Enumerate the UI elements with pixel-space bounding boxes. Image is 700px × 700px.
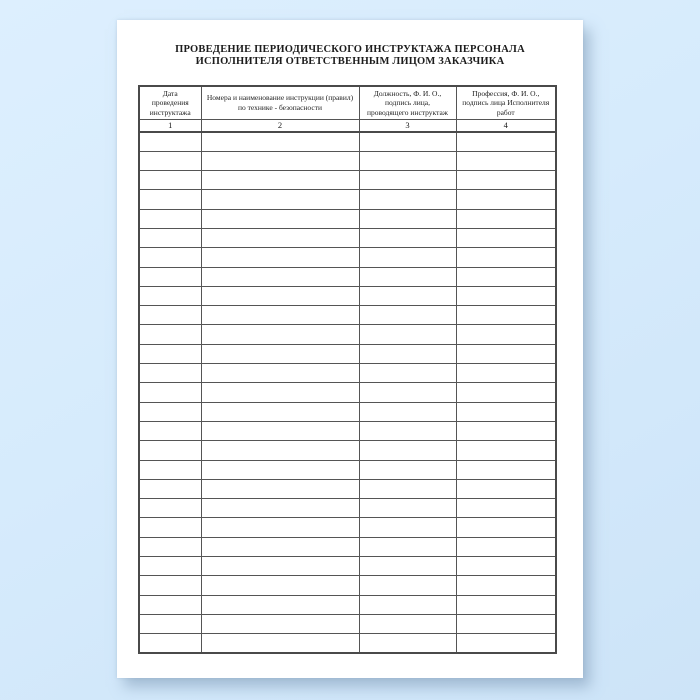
empty-cell	[359, 557, 456, 576]
empty-cell	[359, 248, 456, 267]
empty-cell	[139, 614, 201, 633]
empty-cell	[456, 286, 556, 305]
empty-cell	[456, 248, 556, 267]
empty-cell	[359, 402, 456, 421]
empty-cell	[456, 209, 556, 228]
empty-cell	[359, 171, 456, 190]
empty-cell	[139, 190, 201, 209]
empty-cell	[139, 518, 201, 537]
empty-cell	[456, 325, 556, 344]
column-number-row	[139, 119, 556, 132]
empty-cell	[139, 383, 201, 402]
empty-cell	[201, 402, 359, 421]
column-number-2: 2	[201, 119, 359, 132]
table-row	[139, 190, 556, 209]
empty-cell	[456, 614, 556, 633]
empty-cell	[359, 190, 456, 209]
table-row	[139, 460, 556, 479]
column-number-3: 3	[359, 119, 456, 132]
empty-cell	[201, 499, 359, 518]
empty-cell	[359, 151, 456, 170]
empty-cell	[359, 614, 456, 633]
briefing-log-table	[138, 85, 557, 654]
empty-cell	[359, 344, 456, 363]
empty-cell	[456, 402, 556, 421]
empty-cell	[201, 576, 359, 595]
table-row	[139, 557, 556, 576]
empty-cell	[201, 614, 359, 633]
empty-cell	[456, 499, 556, 518]
empty-cell	[139, 537, 201, 556]
table-row	[139, 267, 556, 286]
empty-cell	[359, 421, 456, 440]
table-row	[139, 402, 556, 421]
empty-cell	[201, 421, 359, 440]
empty-cell	[201, 228, 359, 247]
empty-cell	[139, 248, 201, 267]
table-row	[139, 595, 556, 614]
empty-cell	[456, 228, 556, 247]
empty-cell	[456, 306, 556, 325]
empty-cell	[359, 537, 456, 556]
empty-cell	[359, 383, 456, 402]
empty-cell	[359, 306, 456, 325]
empty-cell	[139, 267, 201, 286]
column-header-briefing-date: Дата проведения инструктажа	[139, 86, 201, 119]
empty-cell	[201, 634, 359, 653]
empty-cell	[201, 595, 359, 614]
empty-cell	[456, 190, 556, 209]
empty-cell	[201, 344, 359, 363]
empty-cell	[359, 228, 456, 247]
table-row	[139, 576, 556, 595]
empty-cell	[201, 518, 359, 537]
table-row	[139, 306, 556, 325]
empty-cell	[139, 209, 201, 228]
empty-cell	[456, 132, 556, 151]
document-title	[117, 44, 583, 67]
empty-cell	[139, 364, 201, 383]
table-row	[139, 151, 556, 170]
column-header-instruction-numbers: Номера и наименование инструкции (правил) по технике - безопасности	[201, 86, 359, 119]
empty-cell	[139, 634, 201, 653]
empty-cell	[139, 499, 201, 518]
empty-cell	[201, 190, 359, 209]
empty-cell	[201, 286, 359, 305]
column-number-1: 1	[139, 119, 201, 132]
table-row	[139, 171, 556, 190]
table-row	[139, 537, 556, 556]
empty-cell	[456, 267, 556, 286]
empty-cell	[456, 460, 556, 479]
empty-cell	[456, 595, 556, 614]
empty-cell	[139, 171, 201, 190]
table-row	[139, 499, 556, 518]
table-row	[139, 209, 556, 228]
empty-cell	[139, 151, 201, 170]
empty-cell	[456, 537, 556, 556]
empty-cell	[359, 518, 456, 537]
table-row	[139, 634, 556, 653]
empty-cell	[359, 325, 456, 344]
empty-cell	[359, 479, 456, 498]
empty-cell	[456, 364, 556, 383]
empty-cell	[359, 595, 456, 614]
empty-cell	[139, 132, 201, 151]
empty-cell	[201, 248, 359, 267]
table-row	[139, 614, 556, 633]
empty-cell	[201, 325, 359, 344]
document-page	[117, 20, 583, 678]
empty-cell	[201, 537, 359, 556]
empty-cell	[456, 171, 556, 190]
empty-cell	[139, 402, 201, 421]
column-number-4: 4	[456, 119, 556, 132]
empty-cell	[359, 132, 456, 151]
empty-cell	[456, 383, 556, 402]
empty-cell	[359, 364, 456, 383]
empty-cell	[139, 441, 201, 460]
empty-cell	[456, 557, 556, 576]
column-header-instructor-signature: Должность, Ф. И. О., подпись лица, проводящего инструктаж	[359, 86, 456, 119]
empty-cell	[359, 267, 456, 286]
empty-cell	[201, 441, 359, 460]
empty-cell	[201, 171, 359, 190]
empty-cell	[456, 421, 556, 440]
table-row	[139, 518, 556, 537]
empty-cell	[456, 576, 556, 595]
empty-cell	[201, 209, 359, 228]
empty-cell	[359, 460, 456, 479]
empty-cell	[139, 344, 201, 363]
empty-cell	[201, 151, 359, 170]
empty-cell	[201, 460, 359, 479]
empty-cell	[359, 286, 456, 305]
empty-cell	[201, 306, 359, 325]
empty-cell	[456, 479, 556, 498]
empty-cell	[139, 557, 201, 576]
empty-cell	[456, 441, 556, 460]
table-row	[139, 441, 556, 460]
table-row	[139, 479, 556, 498]
empty-cell	[139, 306, 201, 325]
table-row	[139, 286, 556, 305]
empty-cell	[201, 557, 359, 576]
table-row	[139, 364, 556, 383]
table-row	[139, 421, 556, 440]
empty-cell	[201, 479, 359, 498]
empty-cell	[359, 634, 456, 653]
empty-cell	[201, 364, 359, 383]
empty-cell	[139, 479, 201, 498]
empty-cell	[139, 228, 201, 247]
empty-cell	[456, 634, 556, 653]
document-title-line-2: ИСПОЛНИТЕЛЯ ОТВЕТСТВЕННЫМ ЛИЦОМ ЗАКАЗЧИКА	[195, 55, 505, 67]
table-row	[139, 383, 556, 402]
empty-cell	[359, 209, 456, 228]
empty-cell	[139, 460, 201, 479]
empty-cell	[359, 441, 456, 460]
document-title-line-1: ПРОВЕДЕНИЕ ПЕРИОДИЧЕСКОГО ИНСТРУКТАЖА ПЕРСОНАЛА	[175, 44, 525, 55]
table-row	[139, 228, 556, 247]
table-row	[139, 344, 556, 363]
empty-cell	[201, 383, 359, 402]
empty-cell	[359, 499, 456, 518]
table-row	[139, 325, 556, 344]
empty-cell	[456, 518, 556, 537]
empty-cell	[359, 576, 456, 595]
empty-cell	[139, 286, 201, 305]
empty-cell	[139, 325, 201, 344]
table-row	[139, 248, 556, 267]
column-header-worker-signature: Профессия, Ф. И. О., подпись лица Исполнителя работ	[456, 86, 556, 119]
empty-cell	[139, 595, 201, 614]
empty-cell	[139, 576, 201, 595]
empty-cell	[456, 151, 556, 170]
table-row	[139, 132, 556, 151]
empty-cell	[139, 421, 201, 440]
empty-cell	[201, 132, 359, 151]
table-header-row	[139, 86, 556, 119]
empty-cell	[201, 267, 359, 286]
empty-cell	[456, 344, 556, 363]
